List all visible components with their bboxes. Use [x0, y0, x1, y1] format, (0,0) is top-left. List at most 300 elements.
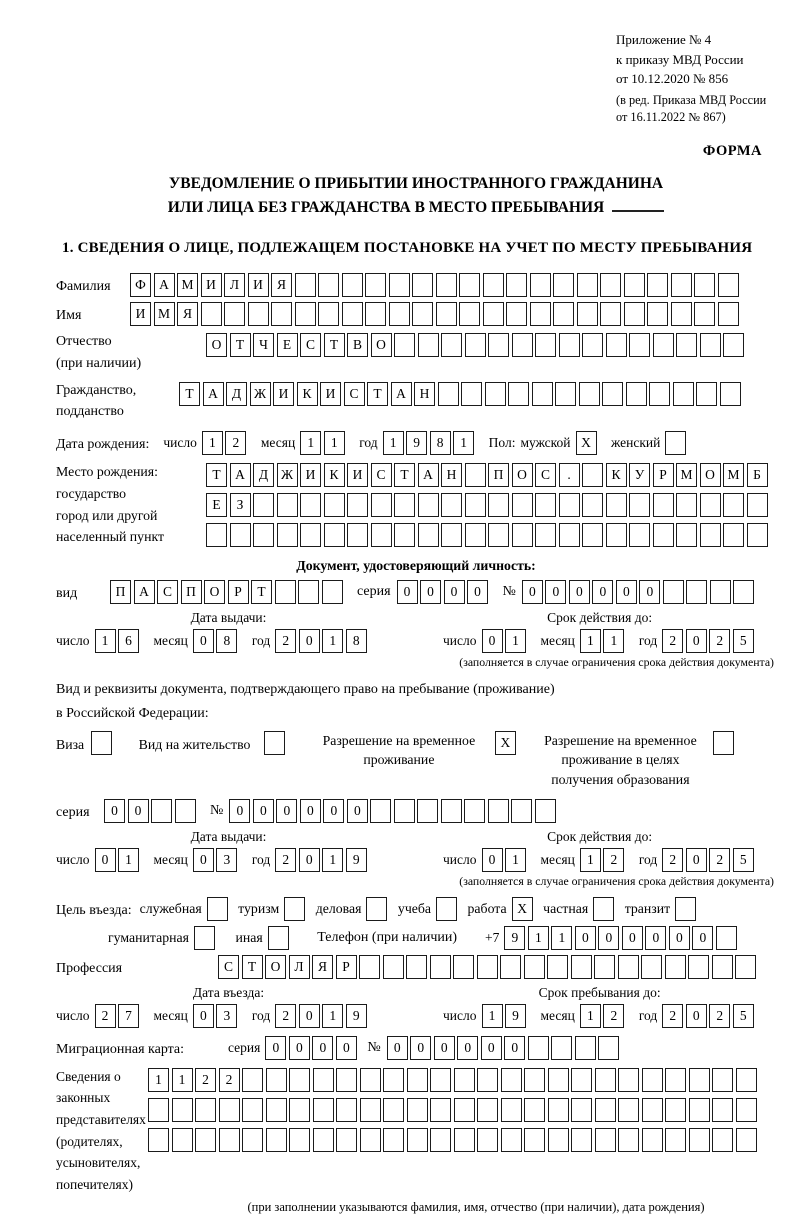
char-cell[interactable]	[559, 333, 580, 357]
char-cell[interactable]	[172, 1098, 193, 1122]
char-cell[interactable]: 2	[603, 848, 624, 872]
char-cell[interactable]	[571, 955, 592, 979]
char-cell[interactable]: 9	[504, 926, 525, 950]
char-cell[interactable]	[559, 523, 580, 547]
char-cell[interactable]	[535, 493, 556, 517]
char-cell[interactable]	[606, 493, 627, 517]
char-cell[interactable]	[665, 1128, 686, 1152]
char-cell[interactable]	[371, 523, 392, 547]
char-cell[interactable]: 0	[575, 926, 596, 950]
char-cell[interactable]	[465, 493, 486, 517]
char-cell[interactable]: И	[347, 463, 368, 487]
char-cell[interactable]	[506, 273, 527, 297]
char-cell[interactable]	[624, 273, 645, 297]
char-cell[interactable]: И	[273, 382, 294, 406]
char-cell[interactable]: 0	[686, 629, 707, 653]
char-cell[interactable]	[436, 273, 457, 297]
char-cell[interactable]	[336, 1128, 357, 1152]
char-cell[interactable]	[506, 302, 527, 326]
char-cell[interactable]	[289, 1068, 310, 1092]
char-cell[interactable]: 0	[616, 580, 637, 604]
char-cell[interactable]	[195, 1128, 216, 1152]
char-cell[interactable]	[224, 302, 245, 326]
char-cell[interactable]	[530, 302, 551, 326]
char-cell[interactable]: 0	[482, 629, 503, 653]
char-cell[interactable]: 0	[323, 799, 344, 823]
char-cell[interactable]: 0	[299, 1004, 320, 1028]
char-cell[interactable]: 5	[733, 848, 754, 872]
char-cell[interactable]	[412, 302, 433, 326]
char-cell[interactable]	[295, 302, 316, 326]
char-cell[interactable]	[201, 302, 222, 326]
char-cell[interactable]: 9	[346, 1004, 367, 1028]
checkbox-cell[interactable]	[207, 897, 228, 921]
char-cell[interactable]: 0	[692, 926, 713, 950]
char-cell[interactable]: 0	[265, 1036, 286, 1060]
char-cell[interactable]	[271, 302, 292, 326]
char-cell[interactable]: 2	[225, 431, 246, 455]
char-cell[interactable]: 2	[219, 1068, 240, 1092]
char-cell[interactable]	[530, 273, 551, 297]
char-cell[interactable]	[671, 273, 692, 297]
char-cell[interactable]: 2	[275, 1004, 296, 1028]
char-cell[interactable]	[441, 493, 462, 517]
char-cell[interactable]	[700, 523, 721, 547]
char-cell[interactable]	[548, 1098, 569, 1122]
char-cell[interactable]: 6	[118, 629, 139, 653]
char-cell[interactable]	[275, 580, 296, 604]
checkbox-cell[interactable]	[91, 731, 112, 755]
char-cell[interactable]	[394, 493, 415, 517]
char-cell[interactable]	[582, 493, 603, 517]
char-cell[interactable]: Я	[312, 955, 333, 979]
char-cell[interactable]	[535, 799, 556, 823]
char-cell[interactable]: 0	[193, 1004, 214, 1028]
char-cell[interactable]: 0	[312, 1036, 333, 1060]
char-cell[interactable]	[598, 1036, 619, 1060]
char-cell[interactable]	[430, 955, 451, 979]
char-cell[interactable]	[653, 333, 674, 357]
char-cell[interactable]: Т	[324, 333, 345, 357]
char-cell[interactable]: 0	[457, 1036, 478, 1060]
char-cell[interactable]	[501, 1128, 522, 1152]
char-cell[interactable]: 2	[195, 1068, 216, 1092]
char-cell[interactable]: З	[230, 493, 251, 517]
char-cell[interactable]: 5	[733, 1004, 754, 1028]
char-cell[interactable]	[676, 523, 697, 547]
char-cell[interactable]	[360, 1068, 381, 1092]
char-cell[interactable]	[360, 1098, 381, 1122]
char-cell[interactable]: 2	[662, 848, 683, 872]
char-cell[interactable]	[436, 302, 457, 326]
char-cell[interactable]: 0	[569, 580, 590, 604]
char-cell[interactable]	[454, 1068, 475, 1092]
char-cell[interactable]	[696, 382, 717, 406]
char-cell[interactable]: 0	[387, 1036, 408, 1060]
char-cell[interactable]	[553, 302, 574, 326]
char-cell[interactable]	[300, 523, 321, 547]
checkbox-cell[interactable]	[366, 897, 387, 921]
char-cell[interactable]: А	[391, 382, 412, 406]
char-cell[interactable]: К	[606, 463, 627, 487]
char-cell[interactable]	[418, 333, 439, 357]
char-cell[interactable]	[606, 523, 627, 547]
char-cell[interactable]	[417, 799, 438, 823]
char-cell[interactable]	[412, 273, 433, 297]
char-cell[interactable]: 0	[95, 848, 116, 872]
char-cell[interactable]	[318, 302, 339, 326]
char-cell[interactable]: 1	[580, 1004, 601, 1028]
char-cell[interactable]	[575, 1036, 596, 1060]
char-cell[interactable]: Д	[253, 463, 274, 487]
char-cell[interactable]: 0	[645, 926, 666, 950]
char-cell[interactable]	[663, 580, 684, 604]
char-cell[interactable]	[465, 463, 486, 487]
char-cell[interactable]: 7	[118, 1004, 139, 1028]
char-cell[interactable]	[300, 493, 321, 517]
char-cell[interactable]	[488, 799, 509, 823]
checkbox-cell[interactable]	[665, 431, 686, 455]
char-cell[interactable]: М	[177, 273, 198, 297]
char-cell[interactable]	[688, 955, 709, 979]
char-cell[interactable]	[577, 302, 598, 326]
char-cell[interactable]	[459, 302, 480, 326]
char-cell[interactable]: Н	[441, 463, 462, 487]
char-cell[interactable]	[342, 273, 363, 297]
char-cell[interactable]	[407, 1068, 428, 1092]
char-cell[interactable]	[642, 1098, 663, 1122]
char-cell[interactable]	[653, 523, 674, 547]
char-cell[interactable]: 0	[300, 799, 321, 823]
char-cell[interactable]: Т	[179, 382, 200, 406]
char-cell[interactable]	[418, 493, 439, 517]
char-cell[interactable]	[720, 382, 741, 406]
char-cell[interactable]	[454, 1098, 475, 1122]
char-cell[interactable]: 0	[299, 629, 320, 653]
char-cell[interactable]	[718, 302, 739, 326]
char-cell[interactable]: 0	[482, 848, 503, 872]
char-cell[interactable]	[665, 1068, 686, 1092]
char-cell[interactable]: О	[371, 333, 392, 357]
char-cell[interactable]: 3	[216, 1004, 237, 1028]
char-cell[interactable]	[595, 1068, 616, 1092]
char-cell[interactable]	[253, 523, 274, 547]
char-cell[interactable]: Р	[336, 955, 357, 979]
char-cell[interactable]	[723, 333, 744, 357]
char-cell[interactable]	[532, 382, 553, 406]
char-cell[interactable]: 0	[669, 926, 690, 950]
checkbox-cell[interactable]	[713, 731, 734, 755]
char-cell[interactable]: 9	[505, 1004, 526, 1028]
char-cell[interactable]	[465, 333, 486, 357]
char-cell[interactable]: 0	[276, 799, 297, 823]
char-cell[interactable]	[736, 1068, 757, 1092]
char-cell[interactable]	[653, 493, 674, 517]
char-cell[interactable]	[629, 523, 650, 547]
char-cell[interactable]: 0	[639, 580, 660, 604]
char-cell[interactable]: 0	[193, 629, 214, 653]
char-cell[interactable]: П	[181, 580, 202, 604]
char-cell[interactable]: 2	[603, 1004, 624, 1028]
char-cell[interactable]: А	[418, 463, 439, 487]
char-cell[interactable]	[733, 580, 754, 604]
char-cell[interactable]: 8	[430, 431, 451, 455]
char-cell[interactable]	[277, 523, 298, 547]
char-cell[interactable]	[441, 799, 462, 823]
char-cell[interactable]	[359, 955, 380, 979]
char-cell[interactable]: О	[265, 955, 286, 979]
char-cell[interactable]: 1	[300, 431, 321, 455]
char-cell[interactable]: 1	[324, 431, 345, 455]
char-cell[interactable]: С	[371, 463, 392, 487]
char-cell[interactable]: 0	[467, 580, 488, 604]
checkbox-cell[interactable]: X	[576, 431, 597, 455]
char-cell[interactable]: Ж	[250, 382, 271, 406]
char-cell[interactable]: 0	[420, 580, 441, 604]
char-cell[interactable]	[383, 1068, 404, 1092]
char-cell[interactable]: 1	[551, 926, 572, 950]
char-cell[interactable]	[441, 523, 462, 547]
char-cell[interactable]: 2	[95, 1004, 116, 1028]
char-cell[interactable]: 0	[397, 580, 418, 604]
char-cell[interactable]: С	[344, 382, 365, 406]
char-cell[interactable]	[676, 493, 697, 517]
char-cell[interactable]	[318, 273, 339, 297]
char-cell[interactable]	[508, 382, 529, 406]
char-cell[interactable]	[665, 1098, 686, 1122]
char-cell[interactable]	[673, 382, 694, 406]
char-cell[interactable]	[289, 1128, 310, 1152]
char-cell[interactable]	[441, 333, 462, 357]
char-cell[interactable]	[547, 955, 568, 979]
char-cell[interactable]	[324, 523, 345, 547]
char-cell[interactable]	[606, 333, 627, 357]
char-cell[interactable]	[548, 1128, 569, 1152]
char-cell[interactable]	[418, 523, 439, 547]
char-cell[interactable]	[394, 523, 415, 547]
char-cell[interactable]	[555, 382, 576, 406]
char-cell[interactable]	[582, 463, 603, 487]
char-cell[interactable]: С	[218, 955, 239, 979]
char-cell[interactable]	[686, 580, 707, 604]
char-cell[interactable]	[383, 1098, 404, 1122]
char-cell[interactable]: П	[488, 463, 509, 487]
char-cell[interactable]: Т	[206, 463, 227, 487]
char-cell[interactable]: 2	[275, 848, 296, 872]
char-cell[interactable]	[242, 1128, 263, 1152]
char-cell[interactable]: 1	[505, 848, 526, 872]
char-cell[interactable]: И	[320, 382, 341, 406]
char-cell[interactable]	[629, 333, 650, 357]
char-cell[interactable]: Я	[177, 302, 198, 326]
char-cell[interactable]: Т	[394, 463, 415, 487]
char-cell[interactable]	[582, 523, 603, 547]
char-cell[interactable]	[488, 523, 509, 547]
char-cell[interactable]: Н	[414, 382, 435, 406]
char-cell[interactable]	[324, 493, 345, 517]
char-cell[interactable]	[694, 302, 715, 326]
char-cell[interactable]: 1	[482, 1004, 503, 1028]
char-cell[interactable]: 0	[410, 1036, 431, 1060]
char-cell[interactable]: 0	[592, 580, 613, 604]
char-cell[interactable]: 8	[346, 629, 367, 653]
char-cell[interactable]	[618, 1068, 639, 1092]
char-cell[interactable]	[571, 1098, 592, 1122]
char-cell[interactable]	[477, 1098, 498, 1122]
char-cell[interactable]: С	[157, 580, 178, 604]
char-cell[interactable]	[461, 382, 482, 406]
char-cell[interactable]: 1	[528, 926, 549, 950]
char-cell[interactable]: 3	[216, 848, 237, 872]
char-cell[interactable]	[389, 302, 410, 326]
char-cell[interactable]: Л	[289, 955, 310, 979]
char-cell[interactable]	[671, 302, 692, 326]
char-cell[interactable]: 9	[346, 848, 367, 872]
char-cell[interactable]: 1	[172, 1068, 193, 1092]
char-cell[interactable]	[313, 1068, 334, 1092]
char-cell[interactable]: 2	[662, 629, 683, 653]
char-cell[interactable]: 2	[709, 1004, 730, 1028]
char-cell[interactable]	[595, 1098, 616, 1122]
char-cell[interactable]	[512, 493, 533, 517]
char-cell[interactable]: Т	[230, 333, 251, 357]
char-cell[interactable]	[735, 955, 756, 979]
char-cell[interactable]: Л	[224, 273, 245, 297]
char-cell[interactable]	[313, 1098, 334, 1122]
char-cell[interactable]	[389, 273, 410, 297]
char-cell[interactable]	[465, 523, 486, 547]
char-cell[interactable]	[248, 302, 269, 326]
char-cell[interactable]	[524, 1068, 545, 1092]
char-cell[interactable]: 0	[504, 1036, 525, 1060]
char-cell[interactable]: И	[201, 273, 222, 297]
char-cell[interactable]	[477, 1128, 498, 1152]
char-cell[interactable]	[535, 523, 556, 547]
char-cell[interactable]	[716, 926, 737, 950]
char-cell[interactable]: 1	[505, 629, 526, 653]
char-cell[interactable]: С	[535, 463, 556, 487]
char-cell[interactable]: Т	[242, 955, 263, 979]
char-cell[interactable]	[454, 1128, 475, 1152]
char-cell[interactable]: Ф	[130, 273, 151, 297]
checkbox-cell[interactable]	[675, 897, 696, 921]
char-cell[interactable]: А	[230, 463, 251, 487]
char-cell[interactable]	[360, 1128, 381, 1152]
char-cell[interactable]	[524, 1098, 545, 1122]
checkbox-cell[interactable]: X	[512, 897, 533, 921]
char-cell[interactable]	[219, 1098, 240, 1122]
char-cell[interactable]	[371, 493, 392, 517]
char-cell[interactable]	[438, 382, 459, 406]
char-cell[interactable]	[407, 1098, 428, 1122]
char-cell[interactable]	[641, 955, 662, 979]
char-cell[interactable]	[266, 1098, 287, 1122]
char-cell[interactable]	[485, 382, 506, 406]
char-cell[interactable]	[488, 333, 509, 357]
char-cell[interactable]	[365, 273, 386, 297]
checkbox-cell[interactable]	[284, 897, 305, 921]
checkbox-cell[interactable]	[194, 926, 215, 950]
char-cell[interactable]: Ж	[277, 463, 298, 487]
char-cell[interactable]: 1	[383, 431, 404, 455]
char-cell[interactable]	[383, 955, 404, 979]
char-cell[interactable]	[629, 493, 650, 517]
char-cell[interactable]: О	[206, 333, 227, 357]
char-cell[interactable]	[665, 955, 686, 979]
char-cell[interactable]	[477, 955, 498, 979]
char-cell[interactable]	[464, 799, 485, 823]
char-cell[interactable]	[365, 302, 386, 326]
char-cell[interactable]: 0	[598, 926, 619, 950]
char-cell[interactable]	[700, 493, 721, 517]
char-cell[interactable]: А	[154, 273, 175, 297]
char-cell[interactable]	[618, 1098, 639, 1122]
char-cell[interactable]	[195, 1098, 216, 1122]
char-cell[interactable]: 0	[299, 848, 320, 872]
char-cell[interactable]	[594, 955, 615, 979]
char-cell[interactable]: 5	[733, 629, 754, 653]
char-cell[interactable]	[618, 955, 639, 979]
char-cell[interactable]: Д	[226, 382, 247, 406]
char-cell[interactable]	[483, 302, 504, 326]
char-cell[interactable]: 0	[434, 1036, 455, 1060]
checkbox-cell[interactable]	[264, 731, 285, 755]
char-cell[interactable]: 1	[322, 629, 343, 653]
char-cell[interactable]: И	[248, 273, 269, 297]
char-cell[interactable]: К	[297, 382, 318, 406]
char-cell[interactable]	[642, 1128, 663, 1152]
char-cell[interactable]	[175, 799, 196, 823]
char-cell[interactable]: 0	[104, 799, 125, 823]
char-cell[interactable]	[624, 302, 645, 326]
char-cell[interactable]: П	[110, 580, 131, 604]
char-cell[interactable]: М	[723, 463, 744, 487]
char-cell[interactable]: Т	[251, 580, 272, 604]
char-cell[interactable]: О	[700, 463, 721, 487]
char-cell[interactable]	[172, 1128, 193, 1152]
char-cell[interactable]: А	[134, 580, 155, 604]
char-cell[interactable]	[712, 955, 733, 979]
char-cell[interactable]	[298, 580, 319, 604]
char-cell[interactable]	[647, 273, 668, 297]
char-cell[interactable]: А	[203, 382, 224, 406]
char-cell[interactable]: 0	[444, 580, 465, 604]
char-cell[interactable]: 1	[322, 1004, 343, 1028]
char-cell[interactable]	[618, 1128, 639, 1152]
char-cell[interactable]	[430, 1128, 451, 1152]
char-cell[interactable]	[577, 273, 598, 297]
char-cell[interactable]	[242, 1098, 263, 1122]
char-cell[interactable]	[347, 493, 368, 517]
char-cell[interactable]	[289, 1098, 310, 1122]
char-cell[interactable]: 0	[686, 1004, 707, 1028]
char-cell[interactable]	[553, 273, 574, 297]
char-cell[interactable]: 0	[253, 799, 274, 823]
char-cell[interactable]	[500, 955, 521, 979]
char-cell[interactable]: 8	[216, 629, 237, 653]
checkbox-cell[interactable]	[436, 897, 457, 921]
char-cell[interactable]: 0	[193, 848, 214, 872]
char-cell[interactable]	[676, 333, 697, 357]
char-cell[interactable]	[313, 1128, 334, 1152]
char-cell[interactable]: К	[324, 463, 345, 487]
char-cell[interactable]: 0	[686, 848, 707, 872]
char-cell[interactable]	[477, 1068, 498, 1092]
char-cell[interactable]: 0	[289, 1036, 310, 1060]
char-cell[interactable]	[694, 273, 715, 297]
char-cell[interactable]	[600, 273, 621, 297]
char-cell[interactable]	[406, 955, 427, 979]
